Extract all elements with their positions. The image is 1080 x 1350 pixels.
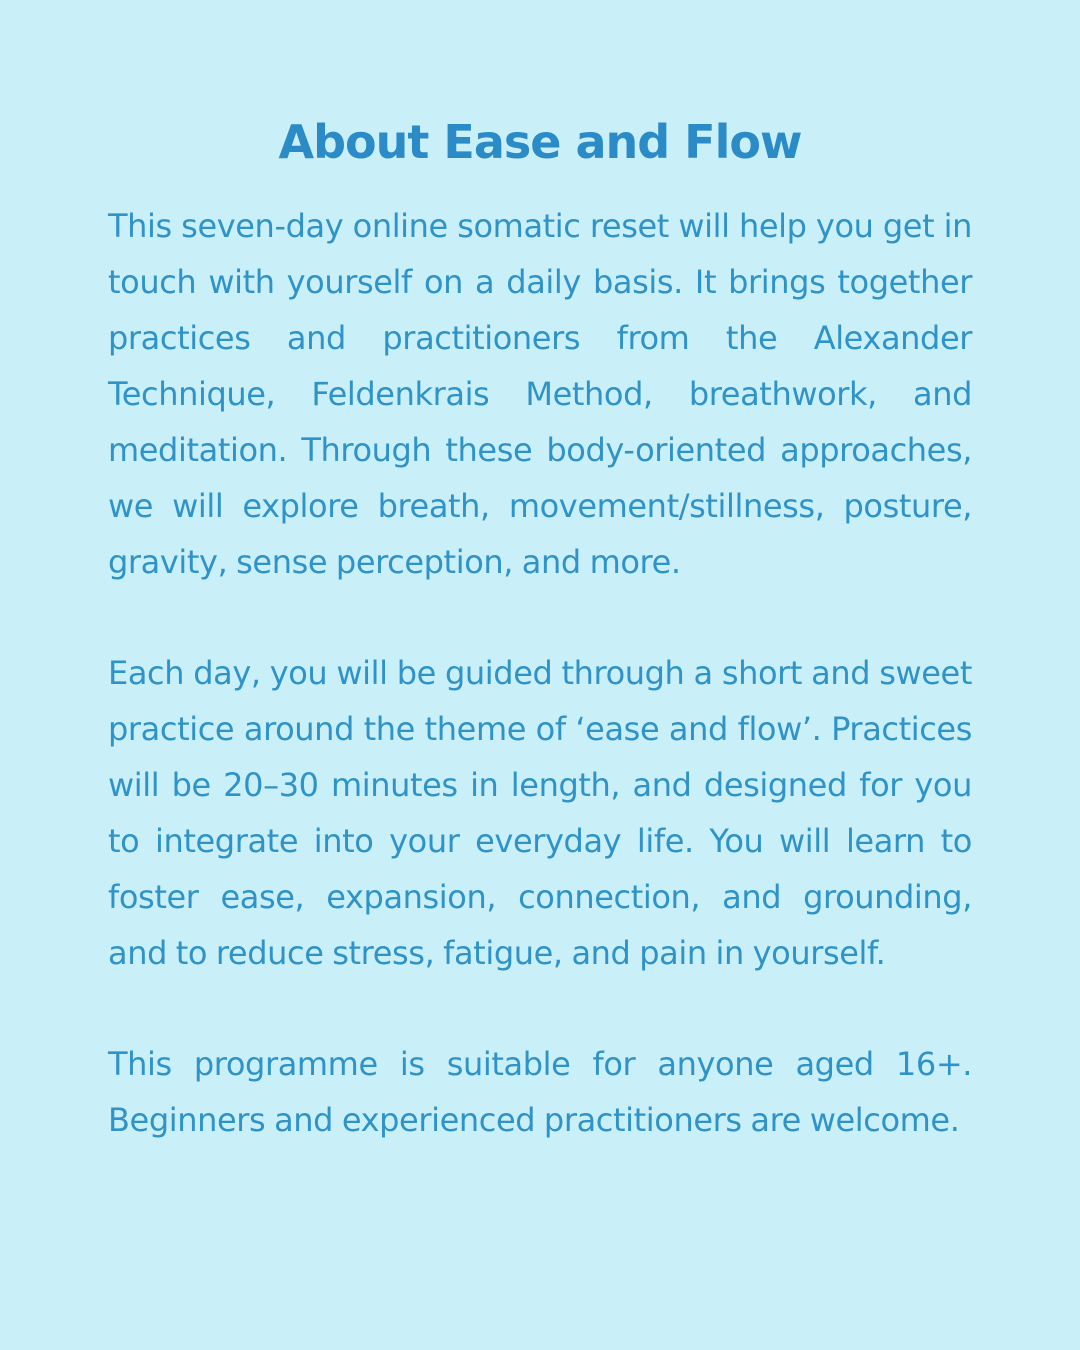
description-body bbox=[108, 198, 972, 1148]
paragraph-daily-practice: Each day, you will be guided through a short and sweet practice around the theme of ‘ease and flow’. Practices will be 20–30 minutes in length, and designed for you to integrate into your everyday life. You will learn to foster ease, expansion, connection, and grounding, and to reduce stress, fatigue, and pain in yourself. bbox=[108, 654, 972, 972]
page-title: About Ease and Flow bbox=[278, 115, 802, 169]
paragraph-eligibility: This programme is suitable for anyone aged 16+. Beginners and experienced practitioners are welcome. bbox=[108, 1045, 972, 1139]
paragraph-overview: This seven-day online somatic reset will help you get in touch with yourself on a daily basis. It brings together practices and practitioners from the Alexander Technique, Feldenkrais Method, breathwork, and meditation. Through these body-oriented approaches, we will explore breath, movement/stillness, posture, gravity, sense perception, and more. bbox=[108, 207, 972, 581]
